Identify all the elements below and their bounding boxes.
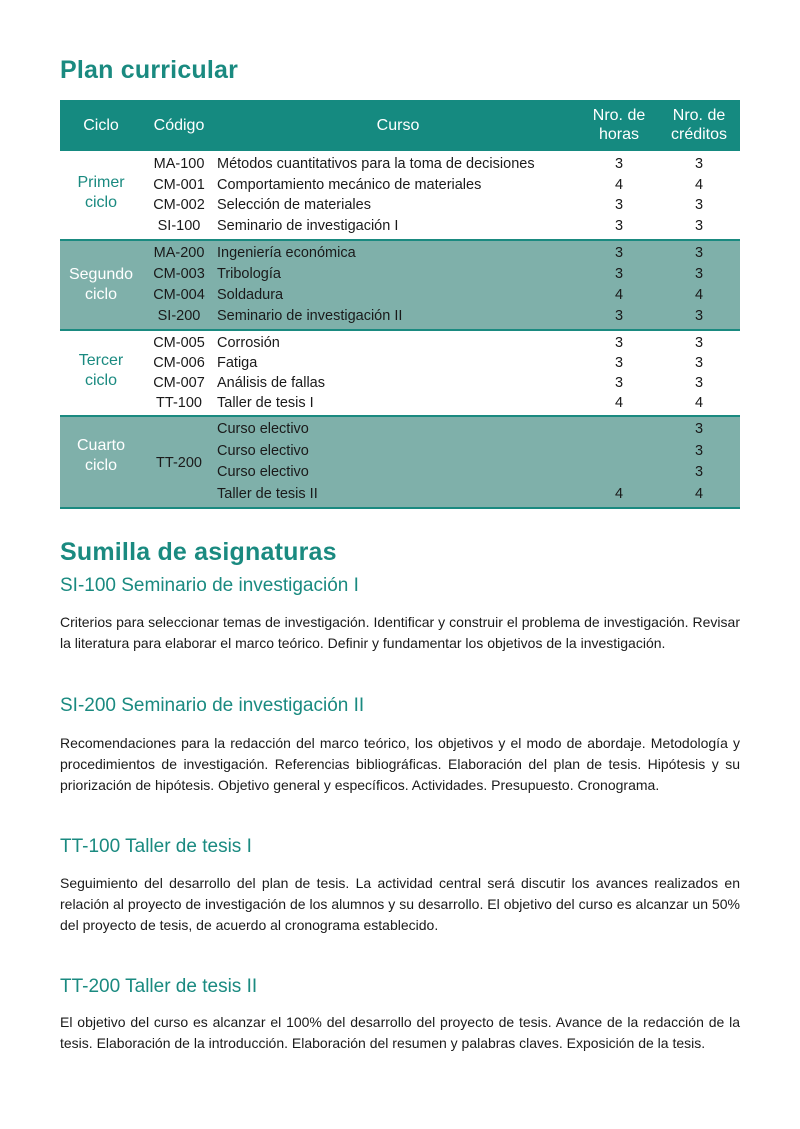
cycle-group [60, 241, 740, 331]
cycle-label-line2: ciclo [84, 194, 117, 211]
course-code: SI-200 [157, 308, 201, 324]
table-row [60, 285, 740, 306]
course-credits: 3 [694, 197, 704, 213]
course-hours: 3 [614, 156, 624, 172]
course-name: Fatiga [217, 355, 258, 371]
sumilla-paragraph: Seguimiento del desarrollo del plan de tesis. La actividad central será discutir los avances realizados en relación al proyecto de investigación de los alumnos y su desarrollo. El objetivo del curso es alcanzar un 50% del proyecto de tesis, de acuerdo al cronograma establecido. [60, 875, 740, 933]
course-credits: 4 [694, 485, 704, 502]
course-hours: 3 [614, 217, 624, 234]
course-credits: 4 [694, 287, 704, 303]
course-credits: 3 [694, 464, 704, 480]
course-name: Soldadura [217, 287, 284, 303]
header-ciclo: Ciclo [83, 117, 119, 134]
course-name: Corrosión [217, 335, 280, 351]
cycle-group [60, 331, 740, 417]
table-row [60, 441, 740, 463]
course-credits: 3 [694, 375, 704, 391]
table-row [60, 306, 740, 327]
course-hours: 4 [614, 176, 624, 193]
course-code: CM-007 [153, 375, 205, 391]
cycle-label-line1: Tercer [78, 352, 124, 369]
cycle-group [60, 417, 740, 509]
sumilla-paragraph: Recomendaciones para la redacción del marco teórico, los objetivos y el modo de abordaje. Metodología y procedimientos de investigación. Referencias bibliográficas. Elaboración del plan de tesis. Hipótesis y su priorización de hipótesis. Objetivo general y específicos. Actividades. Presupuesto. Cronograma. [60, 735, 740, 793]
header-horas-line1: Nro. de [592, 107, 646, 124]
course-code: CM-006 [153, 355, 205, 371]
header-creditos-line2: créditos [670, 126, 728, 143]
course-credits: 3 [694, 421, 704, 437]
cycle-label-line1: Segundo [68, 266, 134, 283]
plan-curricular-title: Plan curricular [60, 56, 239, 84]
sumilla-title: Sumilla de asignaturas [60, 538, 337, 566]
table-row [60, 353, 740, 373]
course-hours: 4 [614, 395, 624, 411]
course-hours: 4 [614, 287, 624, 303]
course-credits: 3 [694, 156, 704, 172]
header-horas [580, 106, 658, 144]
course-name: Selección de materiales [217, 197, 371, 213]
table-body [60, 151, 740, 509]
cycle-group [60, 151, 740, 241]
header-codigo: Código [153, 117, 205, 134]
course-hours: 3 [614, 245, 624, 261]
course-name: Ingeniería económica [217, 245, 356, 261]
cycle-label-line1: Primer [77, 174, 125, 191]
table-header [60, 100, 740, 151]
course-credits: 3 [694, 217, 704, 234]
course-name: Taller de tesis I [217, 395, 314, 411]
table-row [60, 419, 740, 441]
merged-course-code: TT-200 [156, 455, 202, 471]
cycle-label-line2: ciclo [84, 457, 117, 474]
cycle-label-line2: ciclo [84, 372, 117, 389]
sumilla-subtitle: SI-200 Seminario de investigación II [60, 695, 365, 716]
course-code: CM-004 [153, 287, 205, 303]
course-hours: 3 [614, 308, 624, 324]
table-row [60, 264, 740, 285]
header-creditos-line1: Nro. de [672, 107, 726, 124]
table-row [60, 195, 740, 216]
sumilla-subtitle: TT-200 Taller de tesis II [60, 976, 258, 997]
course-code: CM-003 [153, 266, 205, 282]
cycle-label-line2: ciclo [84, 286, 117, 303]
course-credits: 3 [694, 355, 704, 371]
table-row [60, 175, 740, 196]
course-name: Taller de tesis II [217, 485, 318, 502]
sumilla-subtitle: TT-100 Taller de tesis I [60, 836, 252, 857]
course-code: TT-100 [156, 395, 202, 411]
course-code: MA-100 [153, 156, 205, 172]
table-row [60, 243, 740, 264]
course-credits: 4 [694, 176, 704, 193]
sumilla-paragraph: Criterios para seleccionar temas de investigación. Identificar y construir el problema de investigación. Revisar la literatura para elaborar el marco teórico. Definir y fundamentar los objetivos de la investigación. [60, 614, 740, 651]
table-row [60, 373, 740, 393]
course-credits: 3 [694, 308, 704, 324]
table-row [60, 154, 740, 175]
course-credits: 3 [694, 335, 704, 351]
course-credits: 3 [694, 442, 704, 459]
course-name: Comportamiento mecánico de materiales [217, 176, 482, 193]
course-credits: 3 [694, 245, 704, 261]
course-hours: 4 [614, 485, 624, 502]
course-hours: 3 [614, 197, 624, 213]
course-code: MA-200 [153, 245, 205, 261]
header-curso: Curso [376, 117, 420, 134]
table-row [60, 484, 740, 506]
course-credits: 4 [694, 395, 704, 411]
course-name: Tribología [217, 266, 281, 282]
course-hours: 3 [614, 355, 624, 371]
table-row [60, 216, 740, 237]
course-name: Seminario de investigación I [217, 217, 399, 234]
table-row [60, 393, 740, 413]
course-name: Curso electivo [217, 464, 309, 480]
course-name: Seminario de investigación II [217, 308, 403, 324]
course-hours: 3 [614, 335, 624, 351]
course-name: Análisis de fallas [217, 375, 325, 391]
course-code: SI-100 [157, 217, 201, 234]
curriculum-table [60, 100, 740, 509]
course-code: CM-005 [153, 335, 205, 351]
sumilla-paragraph: El objetivo del curso es alcanzar el 100% del desarrollo del proyecto de tesis. Avance de la redacción de la tesis. Elaboración de la introducción. Elaboración del resumen y palabras claves. Exposición de la tesis. [60, 1014, 740, 1051]
course-code: CM-001 [153, 176, 205, 193]
table-row [60, 462, 740, 484]
header-creditos [658, 106, 740, 144]
course-hours: 3 [614, 375, 624, 391]
course-credits: 3 [694, 266, 704, 282]
course-name: Curso electivo [217, 442, 309, 459]
table-row [60, 333, 740, 353]
course-hours: 3 [614, 266, 624, 282]
cycle-label-line1: Cuarto [76, 437, 126, 454]
course-name: Curso electivo [217, 421, 309, 437]
sumilla-subtitle: SI-100 Seminario de investigación I [60, 575, 359, 596]
course-code: CM-002 [153, 197, 205, 213]
course-name: Métodos cuantitativos para la toma de decisiones [217, 156, 535, 172]
header-horas-line2: horas [598, 126, 640, 143]
